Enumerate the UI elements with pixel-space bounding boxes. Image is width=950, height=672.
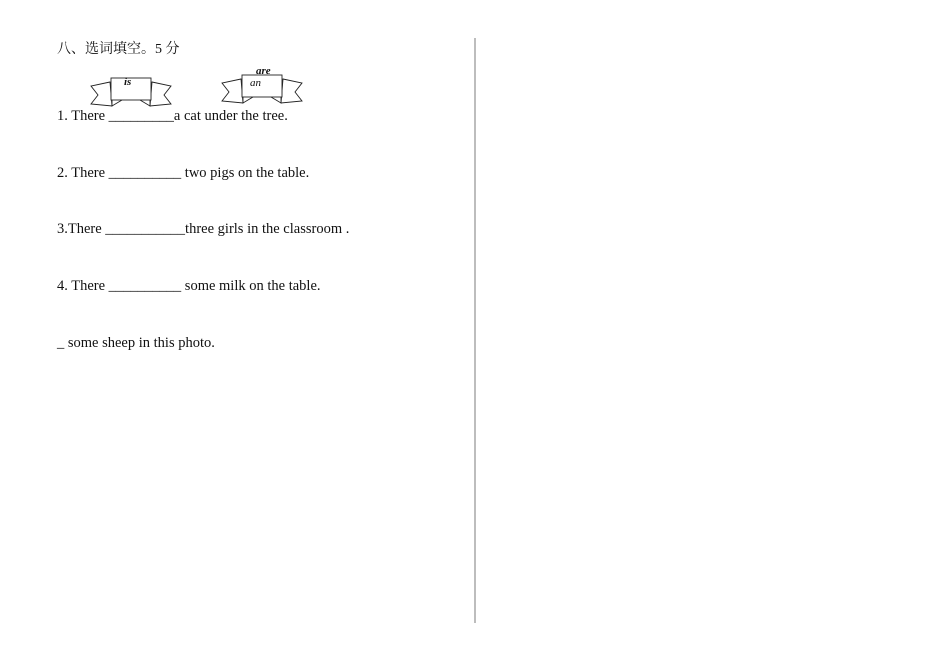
question-4: 4. There __________ some milk on the table. <box>57 278 321 294</box>
word-is: is <box>124 76 132 88</box>
section-heading: 八、选词填空。5 分 <box>57 42 180 57</box>
question-1: 1. There _________a cat under the tree. <box>57 108 288 124</box>
page-divider <box>474 38 476 623</box>
word-are: are <box>256 65 271 77</box>
word-an: an <box>250 77 261 89</box>
question-5: _ some sheep in this photo. <box>57 335 215 351</box>
question-3: 3.There ___________three girls in the classroom . <box>57 221 350 237</box>
question-2: 2. There __________ two pigs on the table. <box>57 165 310 181</box>
